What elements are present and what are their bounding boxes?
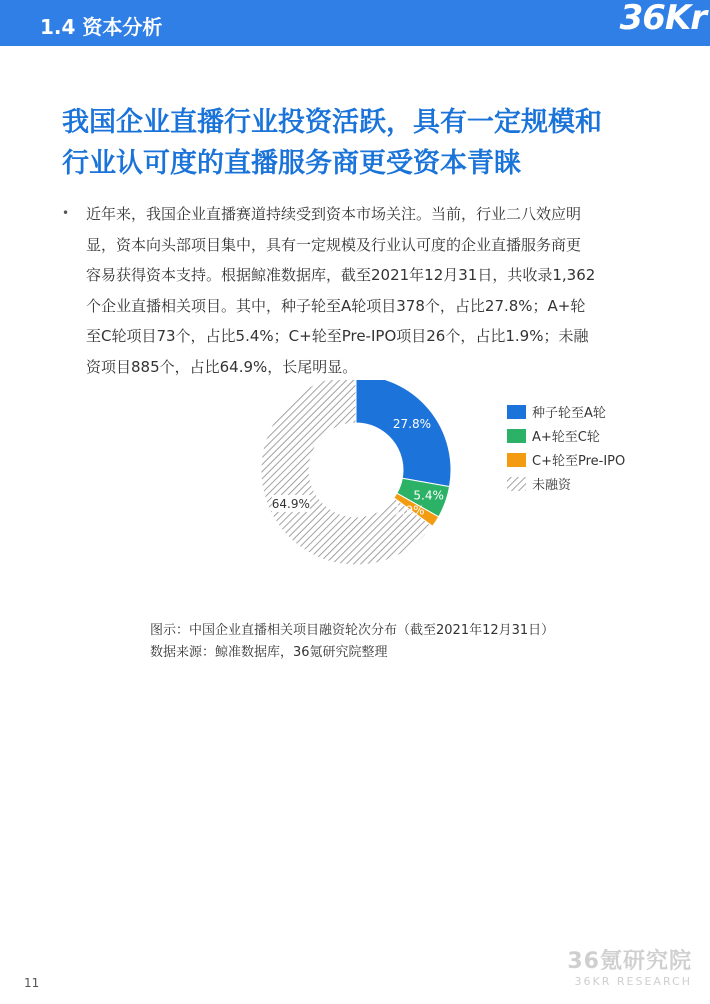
donut-chart [240, 380, 660, 620]
page-number: 11 [24, 976, 40, 990]
body-line: 个企业直播相关项目。其中，种子轮至A轮项目378个，占比27.8%；A+轮 [86, 296, 586, 315]
watermark-cn: 36氪研究院 [567, 949, 692, 974]
page-headline [62, 102, 662, 184]
section-title: 1.4 资本分析 [40, 15, 163, 39]
brand-logo: 36Kr [619, 0, 706, 38]
body-line: 显，资本向头部项目集中，具有一定规模及行业认可度的企业直播服务商更 [86, 235, 582, 254]
watermark [567, 944, 692, 988]
legend-label-3: 未融资 [532, 478, 572, 493]
legend-swatch-1 [507, 429, 526, 443]
caption-source: 数据来源：鲸准数据库，36氪研究院整理 [150, 645, 388, 660]
legend-swatch-2 [507, 453, 526, 467]
slice-label-2: 1.9% [394, 503, 425, 518]
headline-line-2: 行业认可度的直播服务商更受资本青睐 [62, 148, 521, 179]
legend-swatch-0 [507, 405, 526, 419]
legend-label-0: 种子轮至A轮 [532, 406, 606, 421]
legend-label-1: A+轮至C轮 [532, 430, 600, 445]
slice-label-1: 5.4% [413, 488, 444, 503]
header-bar [0, 0, 710, 46]
slice-label-0: 27.8% [392, 417, 432, 432]
watermark-en: 36KR RESEARCH [574, 975, 692, 988]
legend-swatch-3 [507, 477, 526, 491]
body-paragraph [86, 199, 666, 382]
caption-title: 图示：中国企业直播相关项目融资轮次分布（截至2021年12月31日） [150, 623, 555, 638]
body-line: 资项目885个，占比64.9%，长尾明显。 [86, 357, 358, 376]
headline-line-1: 我国企业直播行业投资活跃，具有一定规模和 [62, 107, 602, 138]
body-line: 容易获得资本支持。根据鲸准数据库，截至2021年12月31日，共收录1,362 [86, 266, 596, 284]
bullet-icon: • [62, 206, 70, 220]
figure-caption [150, 620, 554, 664]
body-line: 至C轮项目73个，占比5.4%；C+轮至Pre-IPO项目26个，占比1.9%；未融 [86, 327, 589, 345]
legend-label-2: C+轮至Pre-IPO [532, 454, 626, 469]
body-line: 近年来，我国企业直播赛道持续受到资本市场关注。当前，行业二八效应明 [86, 205, 582, 223]
pie-slice-0 [356, 380, 451, 487]
slice-label-3: 64.9% [271, 496, 310, 511]
